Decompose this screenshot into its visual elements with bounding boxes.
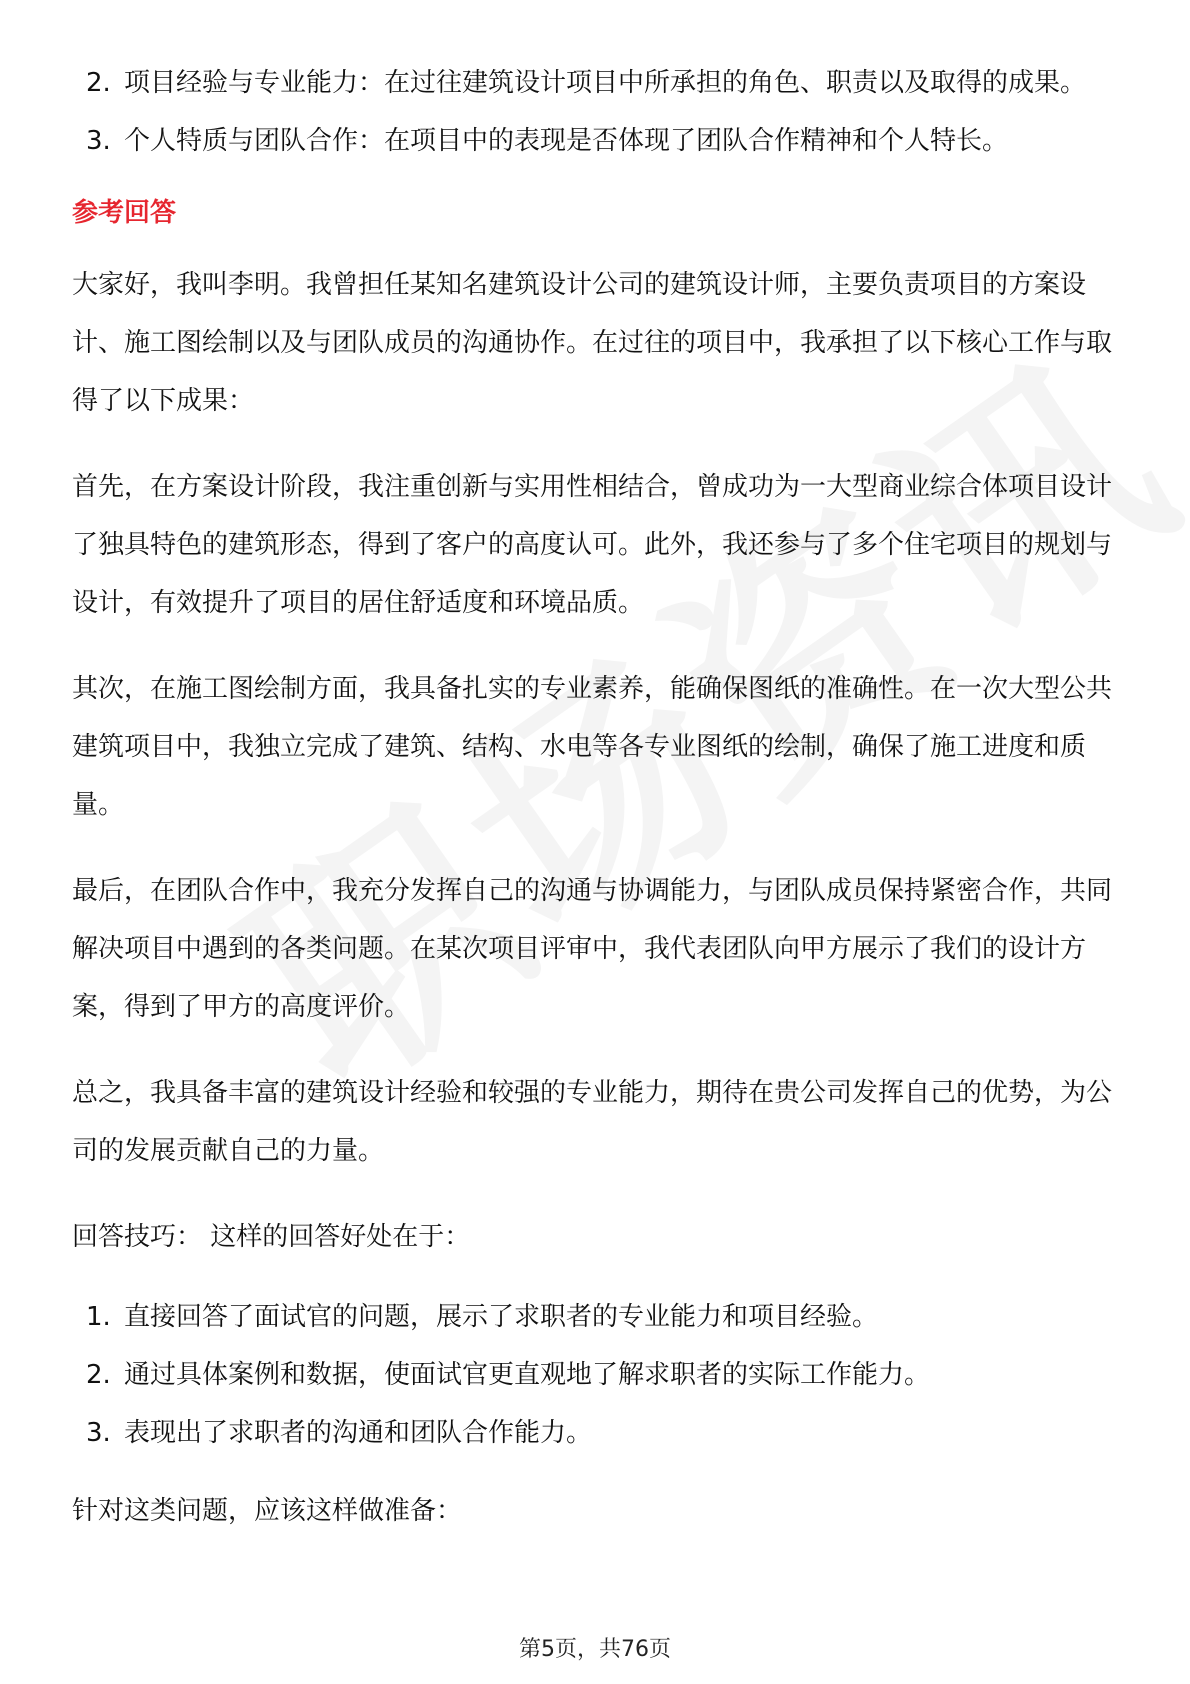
list-item [72,1288,1116,1346]
list-item-text: 项目经验与专业能力：在过往建筑设计项目中所承担的角色、职责以及取得的成果。 [124,68,1087,98]
prepare-line: 针对这类问题，应该这样做准备： [72,1496,463,1526]
answer-paragraph: 总之，我具备丰富的建筑设计经验和较强的专业能力，期待在贵公司发挥自己的优势，为公司的发展贡献自己的力量。 [72,1078,1113,1166]
answer-paragraph: 大家好，我叫李明。我曾担任某知名建筑设计公司的建筑设计师，主要负责项目的方案设计、施工图绘制以及与团队成员的沟通协作。在过往的项目中，我承担了以下核心工作与取得了以下成果： [72,270,1113,416]
tips-list [72,1288,1116,1462]
answer-paragraph: 首先，在方案设计阶段，我注重创新与实用性相结合，曾成功为一大型商业综合体项目设计了独具特色的建筑形态，得到了客户的高度认可。此外，我还参与了多个住宅项目的规划与设计，有效提升了项目的居住舒适度和环境品质。 [72,472,1113,618]
list-item-number: 2. [86,68,111,98]
answer-paragraph: 最后，在团队合作中，我充分发挥自己的沟通与协调能力，与团队成员保持紧密合作，共同解决项目中遇到的各类问题。在某次项目评审中，我代表团队向甲方展示了我们的设计方案，得到了甲方的高度评价。 [72,876,1113,1022]
list-item-text: 个人特质与团队合作：在项目中的表现是否体现了团队合作精神和个人特长。 [124,126,1009,156]
list-item-number: 2. [86,1360,111,1390]
list-item-text: 直接回答了面试官的问题，展示了求职者的专业能力和项目经验。 [124,1302,879,1332]
list-item [72,54,1116,112]
answer-paragraph: 其次，在施工图绘制方面，我具备扎实的专业素养，能确保图纸的准确性。在一次大型公共建筑项目中，我独立完成了建筑、结构、水电等各专业图纸的绘制，确保了施工进度和质量。 [72,674,1113,820]
list-item-number: 3. [86,1418,111,1448]
tips-intro: 回答技巧： 这样的回答好处在于： [72,1222,471,1252]
answer-heading: 参考回答 [72,198,177,228]
list-item-number: 1. [86,1302,111,1332]
list-item-number: 3. [86,126,111,156]
list-item [72,112,1116,170]
page-footer: 第5页，共76页 [519,1637,671,1662]
list-item [72,1404,1116,1462]
page-content [72,54,1116,1568]
list-item-text: 通过具体案例和数据，使面试官更直观地了解求职者的实际工作能力。 [124,1360,931,1390]
criteria-list [72,54,1116,170]
list-item [72,1346,1116,1404]
list-item-text: 表现出了求职者的沟通和团队合作能力。 [124,1418,593,1448]
